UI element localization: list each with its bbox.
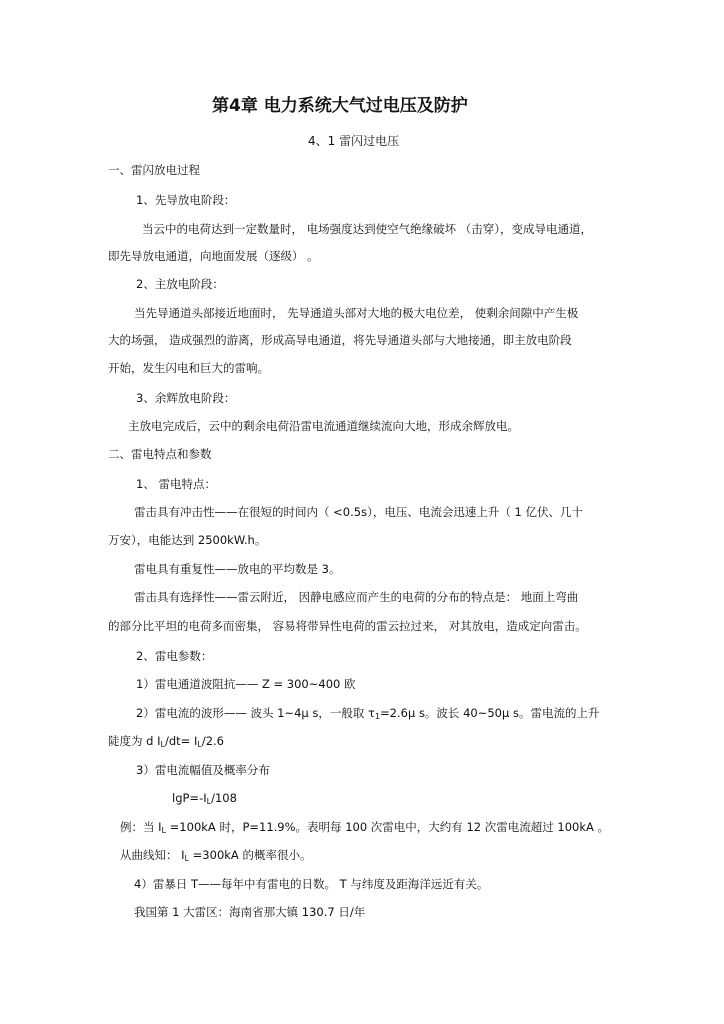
param1: 1）雷电通道波阻抗—— Z = 300~400 欧 xyxy=(136,677,356,691)
stage1-line1: 当云中的电荷达到一定数量时， 电场强度达到使空气绝缘破坏 （击穿），变成导电通道， xyxy=(142,222,593,236)
features-heading: 1、 雷电特点： xyxy=(136,477,216,491)
section-subtitle: 4、1 雷闪过电压 xyxy=(308,134,400,148)
param2-line1 xyxy=(136,706,599,724)
formula-text-a: lgP=-I xyxy=(172,791,207,805)
slope-text-a: 陡度为 d I xyxy=(108,734,161,748)
stage2-line1: 当先导通道头部接近地面时， 先导通道头部对大地的极大电位差， 使剩余间隙中产生极 xyxy=(134,306,579,320)
feature1-line2: 万安），电能达到 2500kW.h。 xyxy=(108,533,267,547)
stage1-line2: 即先导放电通道，向地面发展（逐级） 。 xyxy=(108,249,319,263)
param5: 我国第 1 大雷区：海南省那大镇 130.7 日/年 xyxy=(134,905,366,919)
formula-text-b: /108 xyxy=(211,791,237,805)
feature3-line2: 的部分比平坦的电荷多而密集， 容易将带异性电荷的雷云拉过来， 对其放电，造成定向雷击。 xyxy=(108,619,587,633)
slope-sub1: L xyxy=(160,740,165,749)
params-heading: 2、雷电参数： xyxy=(136,649,213,663)
param2-subscript: 1 xyxy=(374,712,381,721)
param2-text-b: =2.6μ s。波长 40~50μ s。雷电流的上升 xyxy=(380,706,600,720)
example-text-a: 例：当 I xyxy=(120,820,162,834)
feature3-line1: 雷击具有选择性——雷云附近， 因静电感应而产生的电荷的分布的特点是： 地面上弯曲 xyxy=(134,590,579,604)
curve-text-b: =300kA 的概率很小。 xyxy=(189,848,312,862)
probability-formula xyxy=(172,791,237,809)
stage2-line3: 开始，发生闪电和巨大的雷响。 xyxy=(108,361,269,375)
stage2-line2: 大的场强， 造成强烈的游离，形成高导电通道，将先导通道头部与大地接通，即主放电阶段 xyxy=(108,333,572,347)
example-text-b: =100kA 时，P=11.9%。表明每 100 次雷电中，大约有 12 次雷电流超过 100kA 。 xyxy=(166,820,610,834)
stage3-heading: 3、余辉放电阶段： xyxy=(136,391,236,405)
formula-sub: L xyxy=(206,797,212,806)
stage3-line1: 主放电完成后，云中的剩余电荷沿雷电流通道继续流向大地，形成余辉放电。 xyxy=(128,419,519,433)
param2-line2 xyxy=(108,734,224,752)
slope-text-b: /dt= I xyxy=(164,734,198,748)
curve-line xyxy=(120,848,311,866)
curve-text-a: 从曲线知： I xyxy=(120,848,185,862)
slope-sub2: L xyxy=(197,740,202,749)
param3: 3）雷电流幅值及概率分布 xyxy=(136,763,270,777)
param2-text-a: 2）雷电流的波形—— 波头 1~4μ s，一般取 τ xyxy=(136,706,375,720)
feature2-line1: 雷电具有重复性——放电的平均数是 3。 xyxy=(134,562,341,576)
section1-heading: 一、雷闪放电过程 xyxy=(108,163,200,177)
section2-heading: 二、雷电特点和参数 xyxy=(108,447,212,461)
stage2-heading: 2、主放电阶段： xyxy=(136,277,224,291)
curve-sub: L xyxy=(184,854,190,863)
feature1-line1: 雷击具有冲击性——在很短的时间内（ <0.5s），电压、电流会迅速上升（ 1 亿伏、几十 xyxy=(134,505,583,519)
stage1-heading: 1、先导放电阶段： xyxy=(136,193,236,207)
chapter-title: 第4章 电力系统大气过电压及防护 xyxy=(212,96,468,116)
example-line xyxy=(120,820,609,838)
param4: 4）雷暴日 T——每年中有雷电的日数。 T 与纬度及距海洋远近有关。 xyxy=(134,877,489,891)
slope-text-c: /2.6 xyxy=(201,734,224,748)
example-sub: L xyxy=(161,826,167,835)
